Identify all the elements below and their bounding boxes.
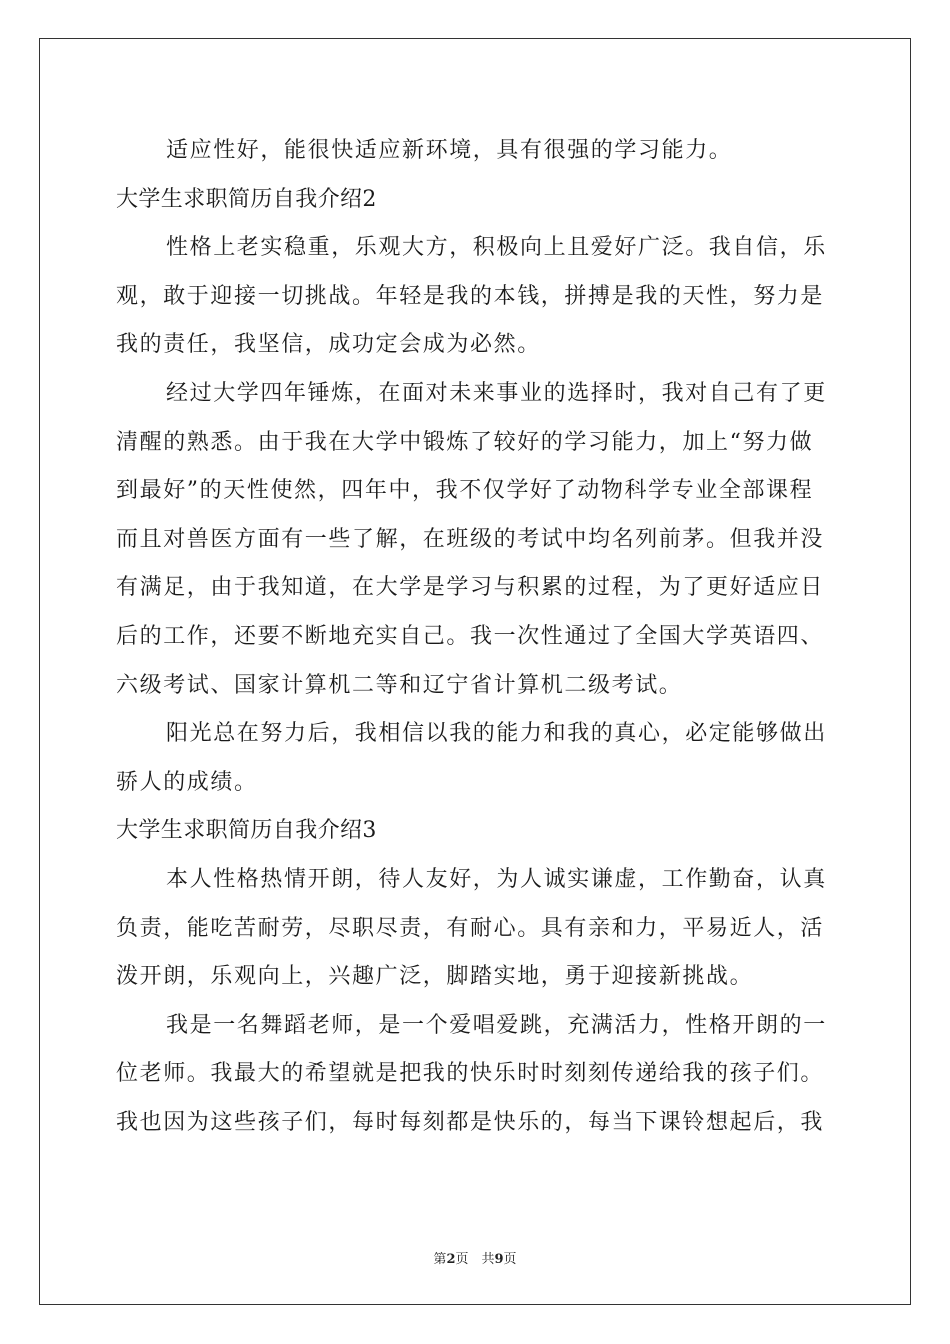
document-body [116,127,836,1147]
paragraph-line: 六级考试、国家计算机二等和辽宁省计算机二级考试。 [116,672,683,698]
section-heading: 大学生求职简历自我介绍3 [116,818,377,844]
footer-suffix: 页 [503,1252,517,1267]
page-footer [0,1248,950,1267]
paragraph-line: 观，敢于迎接一切挑战。年轻是我的本钱，拼搏是我的天性，努力是 [116,283,825,309]
section-heading: 大学生求职简历自我介绍2 [116,186,377,212]
paragraph-line: 我是一名舞蹈老师，是一个爱唱爱跳，充满活力，性格开朗的一 [166,1012,827,1038]
paragraph-line: 性格上老实稳重，乐观大方，积极向上且爱好广泛。我自信，乐 [166,235,827,261]
paragraph-line: 到最好”的天性使然，四年中，我不仅学好了动物科学专业全部课程 [116,478,814,504]
paragraph-line: 有满足，由于我知道，在大学是学习与积累的过程，为了更好适应日 [116,575,825,601]
paragraph-line: 适应性好，能很快适应新环境，具有很强的学习能力。 [166,138,733,163]
paragraph-line: 骄人的成绩。 [116,769,258,795]
footer-mid: 页 共 [455,1252,495,1267]
paragraph-line: 位老师。我最大的希望就是把我的快乐时时刻刻传递给我的孩子们。 [116,1061,825,1087]
paragraph-line: 我的责任，我坚信，成功定会成为必然。 [116,332,541,358]
paragraph-line: 阳光总在努力后，我相信以我的能力和我的真心，必定能够做出 [166,721,827,747]
footer-prefix: 第 [433,1252,447,1267]
paragraph-line: 我也因为这些孩子们，每时每刻都是快乐的，每当下课铃想起后，我 [116,1109,825,1135]
paragraph-line: 经过大学四年锤炼，在面对未来事业的选择时，我对自己有了更 [166,380,827,406]
paragraph-line: 负责，能吃苦耐劳，尽职尽责，有耐心。具有亲和力，平易近人，活 [116,915,825,941]
paragraph-line: 而且对兽医方面有一些了解，在班级的考试中均名列前茅。但我并没 [116,526,825,552]
paragraph-line: 泼开朗，乐观向上，兴趣广泛，脚踏实地，勇于迎接新挑战。 [116,964,754,990]
paragraph-line: 本人性格热情开朗，待人友好，为人诚实谦虚，工作勤奋，认真 [166,866,827,892]
current-page-number: 2 [446,1252,456,1267]
paragraph-line: 清醒的熟悉。由于我在大学中锻炼了较好的学习能力，加上“努力做 [116,429,814,455]
total-page-number: 9 [494,1252,504,1267]
paragraph-line: 后的工作，还要不断地充实自己。我一次性通过了全国大学英语四、 [116,623,825,649]
